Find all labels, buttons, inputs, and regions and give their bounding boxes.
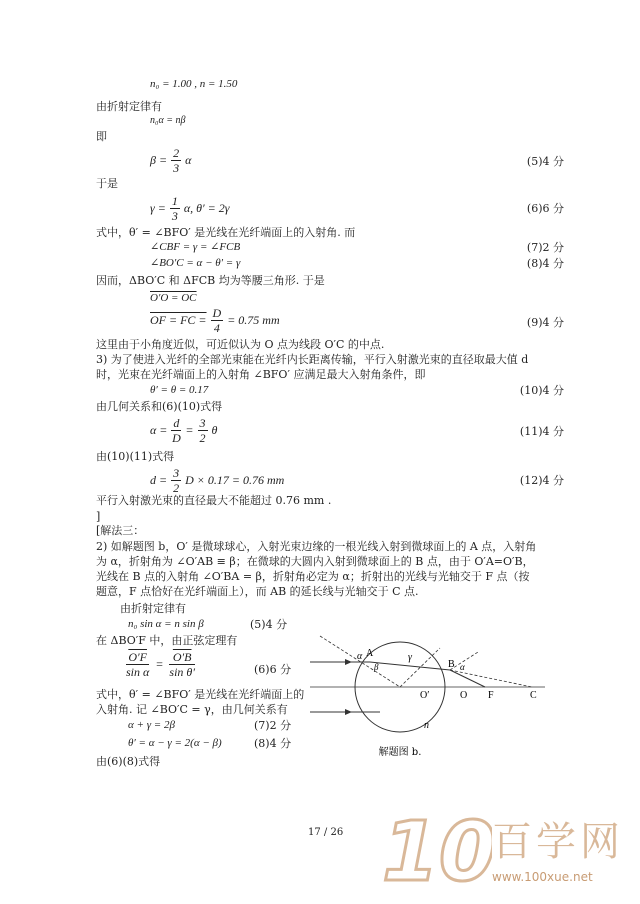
text-line: 入射角. 记 ∠BO′C = γ，由几何关系有 (96, 703, 288, 716)
eq-den: sin α (126, 665, 150, 679)
angle-difference: θ′ = α − γ = 2(α − β) (128, 737, 222, 749)
max-angle: θ′ = θ = 0.17 (150, 384, 209, 396)
score-9: (9)4 分 (526, 316, 564, 329)
text-line: 由折射定律有 (120, 602, 186, 615)
label-f: F (488, 690, 494, 701)
eq-den2: 2 (199, 431, 206, 445)
arrow-icon (345, 659, 352, 665)
text-line: 这里由于小角度近似，可近似认为 O 点为线段 O′C 的中点. (96, 338, 385, 351)
label-alpha-2: α (460, 662, 465, 672)
eq-mid: = (185, 423, 194, 437)
eq-den2: sin θ′ (169, 665, 195, 679)
equation-6 (150, 194, 229, 223)
text-line: 3) 为了使进入光纤的全部光束能在光纤内长距离传输，平行入射激光束的直径取最大值 d (96, 353, 529, 366)
segment-equality: O′O = OC (150, 292, 197, 304)
score-b6: (6)6 分 (254, 663, 292, 676)
angle-relation: ∠CBF = γ = ∠FCB (150, 241, 241, 253)
watermark-url: www.100xue.net (492, 870, 593, 884)
text-line: 在 ΔBO′F 中，由正弦定理有 (96, 634, 238, 647)
page-number: 17 / 26 (308, 827, 344, 838)
text-line: 由(6)(8)式得 (96, 755, 161, 768)
text-line: 式中，θ′ = ∠BFO′ 是光线在光纤端面上的入射角. 而 (96, 226, 356, 239)
figure-caption: 解题图 b. (378, 747, 422, 758)
label-alpha: α (357, 651, 363, 662)
equation-11 (150, 416, 217, 445)
text-line: 于是 (96, 177, 118, 190)
score-7: (7)2 分 (526, 241, 564, 254)
exit-ray (450, 670, 485, 687)
eq-rhs: D × 0.17 = 0.76 mm (185, 473, 285, 487)
refractive-indices: n₀ = 1.00 , n = 1.50 (150, 78, 238, 90)
eq-lhs: γ = (150, 201, 166, 215)
text-line: 时，光束在光纤端面上的入射角 ∠BFO′ 应满足最大入射角条件，即 (96, 368, 426, 381)
text-line: 平行入射激光束的直径最大不能超过 0.76 mm . (96, 494, 332, 507)
score-10: (10)4 分 (519, 384, 564, 397)
angle-relation: ∠BO′C = α − θ′ = γ (150, 257, 241, 269)
eq-rhs: α, θ′ = 2γ (183, 201, 230, 215)
label-b: B (448, 659, 455, 670)
label-a: A (366, 648, 374, 659)
score-5: (5)4 分 (526, 155, 564, 168)
eq-rhs: α (185, 153, 192, 167)
text-line: 2) 如解题图 b，O′ 是微球球心，入射光束边缘的一根光线入射到微球面上的 A 点，入射角 (96, 540, 537, 553)
eq-den: 2 (173, 481, 180, 495)
eq-lhs: α = (150, 423, 168, 437)
score-12: (12)4 分 (519, 474, 564, 487)
eq-lhs: OF = FC = (150, 313, 207, 327)
ab-extension (450, 670, 532, 687)
text-line: 由(10)(11)式得 (96, 450, 175, 463)
eq-num2: O′B (169, 650, 195, 665)
eq-den: D (172, 431, 181, 445)
watermark (382, 800, 632, 900)
text-line: 因而，ΔBO′C 和 ΔFCB 均为等腰三角形. 于是 (96, 274, 325, 287)
sine-law-equation (126, 650, 195, 679)
score-8: (8)4 分 (526, 257, 564, 270)
equation-5 (150, 146, 191, 175)
eq-lhs: d = (150, 473, 168, 487)
eq-num: d (173, 416, 180, 430)
label-o-prime: O′ (420, 690, 430, 701)
label-c: C (530, 690, 537, 701)
eq-rhs: = 0.75 mm (227, 313, 280, 327)
text-line: 由几何关系和(6)(10)式得 (96, 400, 223, 413)
score-11: (11)4 分 (519, 425, 564, 438)
eq-num2: 3 (199, 416, 206, 430)
text-line: 即 (96, 130, 107, 143)
label-o: O (460, 690, 468, 701)
section-heading: [解法三： (96, 524, 145, 537)
logo-text: 10 (382, 805, 492, 895)
text-line: 为 α，折射角为 ∠O′AB ≡ β；在微球的大圆内入射到微球面上的 B 点，由于 O′A=O′B， (96, 555, 534, 568)
ray-diagram-figure-b (300, 630, 550, 760)
bracket-close: ] (96, 510, 101, 523)
eq-lhs: β = (150, 153, 168, 167)
watermark-brand: 百学网 (492, 819, 624, 865)
logo-100-icon (382, 800, 492, 895)
eq-rhs: θ (211, 423, 218, 437)
eq-num: 3 (173, 466, 180, 480)
text-line: 题意，F 点恰好在光纤端面上），而 AB 的延长线与光轴交于 C 点. (96, 585, 419, 598)
angle-sum: α + γ = 2β (128, 719, 175, 731)
text-line: 式中，θ′ = ∠BFO′ 是光线在光纤端面上的 (96, 688, 305, 701)
eq-num: O′F (126, 650, 149, 665)
score-6: (6)6 分 (526, 202, 564, 215)
snell-law: n₀ sin α = n sin β (128, 618, 204, 630)
score-b8: (8)4 分 (254, 737, 292, 750)
label-gamma: γ (408, 652, 412, 663)
label-beta: β (374, 662, 379, 672)
text-line: 光线在 B 点的入射角 ∠O′BA = β，折射角必定为 α；折射出的光线与光轴交于 F 点（按 (96, 570, 530, 583)
eq-den: 3 (173, 161, 180, 175)
equation-12 (150, 466, 284, 495)
eq-den: 4 (213, 321, 220, 335)
arrow-icon (345, 709, 352, 715)
equation-9 (150, 306, 280, 335)
score-b5: (5)4 分 (250, 618, 288, 631)
text-line: 由折射定律有 (96, 100, 162, 113)
score-b7: (7)2 分 (254, 719, 292, 732)
snell-small-angle: n₀α = nβ (150, 115, 186, 126)
eq-den: 3 (171, 209, 178, 223)
label-n: n (424, 720, 429, 731)
eq-num: 2 (173, 146, 180, 160)
eq-num: 1 (171, 194, 178, 208)
eq-mid: = (155, 657, 164, 671)
eq-num: D (212, 306, 222, 320)
